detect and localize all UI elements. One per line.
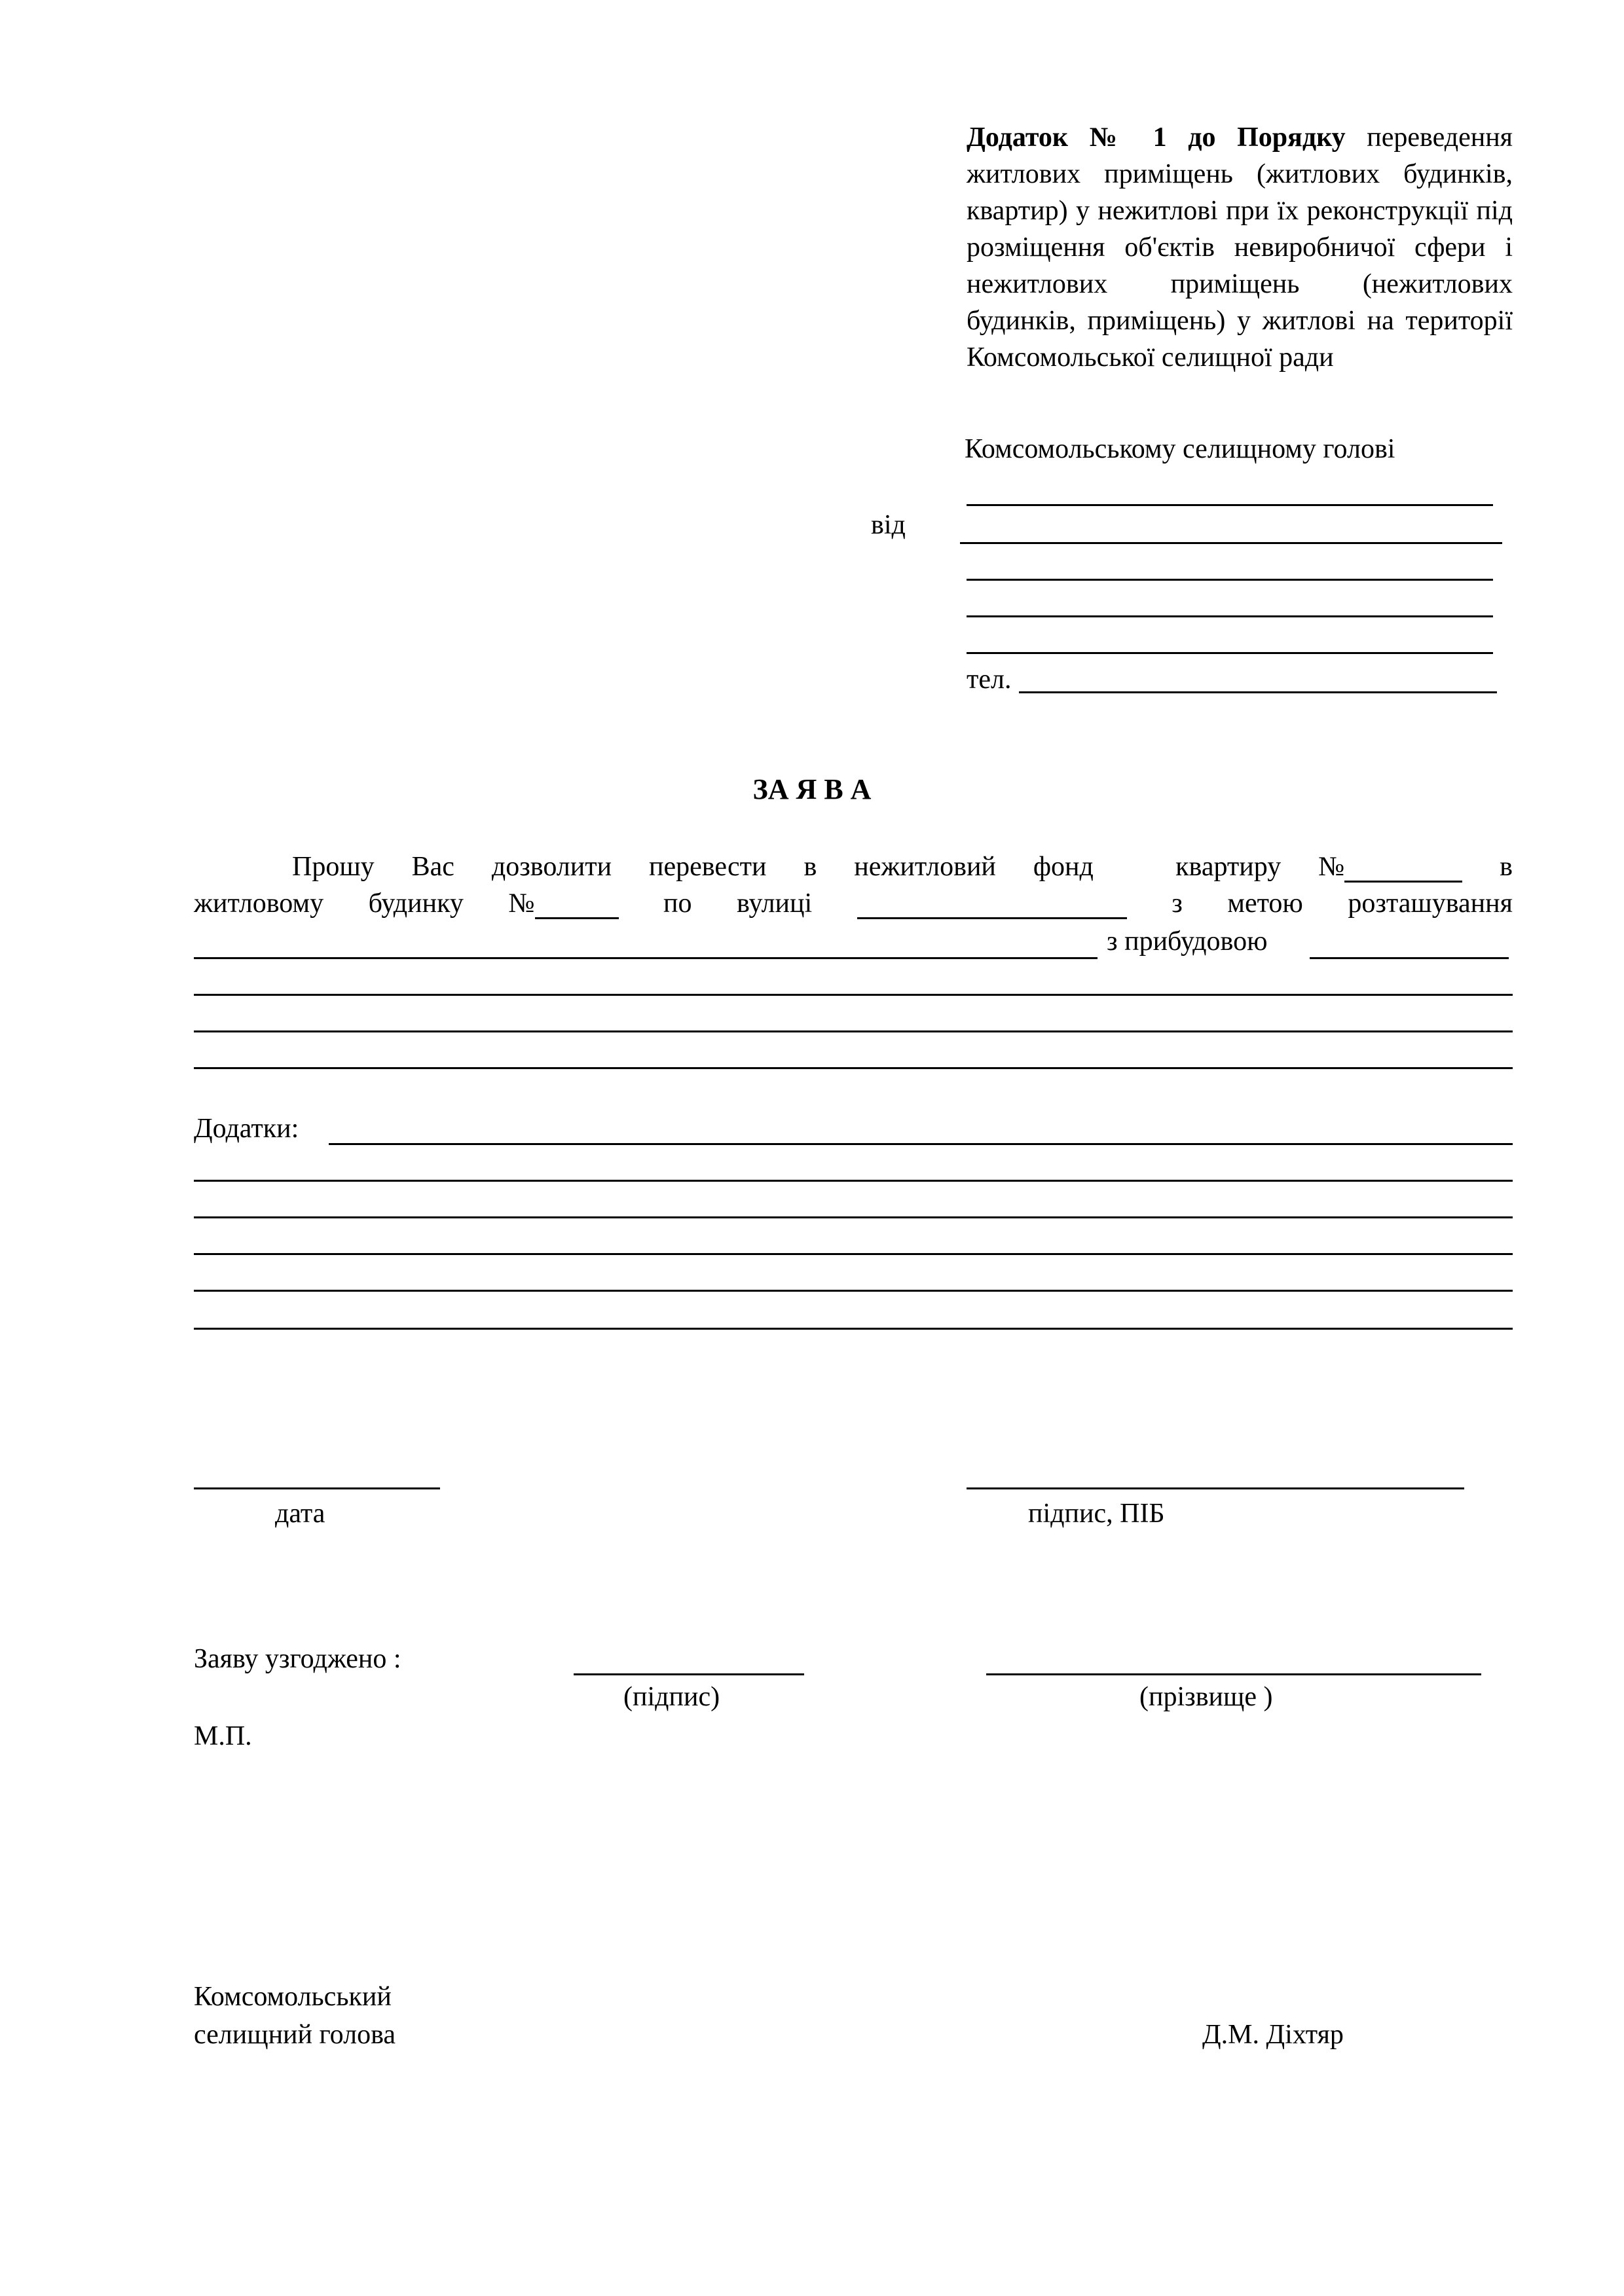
from-line-3[interactable] — [967, 615, 1493, 617]
addressee-name-line[interactable] — [967, 504, 1493, 506]
annex-reference-text: переведення житлових приміщень (житлових будинків, квартир) у нежитлові при їх реконструкції під розміщення об'єктів невиробничої сфери і нежитлових приміщень (нежитлових будинків, приміщень) у житлові на території Комсомольської селищної ради — [967, 122, 1513, 373]
word: в — [1500, 852, 1513, 882]
attachments-line[interactable] — [194, 1253, 1513, 1255]
extension-field[interactable] — [1310, 957, 1509, 959]
body-line-1 — [292, 851, 1513, 883]
word: розташування — [1348, 888, 1513, 919]
attachments-line-1[interactable] — [329, 1143, 1513, 1145]
word: Вас — [411, 852, 454, 882]
attachments-label: Додатки: — [194, 1114, 299, 1144]
body-line[interactable] — [194, 1067, 1513, 1069]
head-position-line-1: Комсомольський — [194, 1982, 392, 2012]
phone-line[interactable] — [1019, 691, 1497, 693]
word: нежитловий — [854, 852, 996, 882]
attachments-line[interactable] — [194, 1216, 1513, 1218]
agreed-signature-field[interactable] — [574, 1673, 804, 1675]
date-field[interactable] — [194, 1487, 440, 1489]
agreed-surname-field[interactable] — [986, 1673, 1481, 1675]
word: дозволити — [491, 852, 612, 882]
attachments-line[interactable] — [194, 1180, 1513, 1182]
apartment-number-field[interactable] — [1344, 858, 1462, 883]
annex-reference — [967, 119, 1513, 376]
agreed-surname-label: (прізвище ) — [1139, 1682, 1273, 1712]
word: по — [663, 888, 692, 919]
signature-name-label: підпис, ПІБ — [1028, 1499, 1165, 1529]
word: житловому — [194, 888, 324, 919]
from-line-4[interactable] — [967, 652, 1493, 654]
body-line-2 — [194, 888, 1513, 919]
word: перевести — [649, 852, 767, 882]
word: з — [1172, 888, 1183, 919]
annex-reference-bold: Додаток № 1 до Порядку — [967, 122, 1346, 153]
date-label: дата — [275, 1499, 325, 1529]
signature-name-field[interactable] — [967, 1487, 1464, 1489]
body-line[interactable] — [194, 1030, 1513, 1032]
from-line-1[interactable] — [960, 542, 1502, 544]
attachments-line[interactable] — [194, 1290, 1513, 1292]
body-line[interactable] — [194, 994, 1513, 996]
phone-label: тел. — [967, 665, 1012, 695]
word: в — [803, 852, 817, 882]
street-field[interactable] — [857, 895, 1127, 919]
head-position-line-2: селищний голова — [194, 2020, 396, 2050]
word: вулиці — [737, 888, 813, 919]
document-title: ЗА Я В А — [752, 773, 872, 805]
word: квартиру — [1175, 852, 1282, 882]
number-sign: № — [1318, 852, 1345, 882]
purpose-field[interactable] — [194, 957, 1098, 959]
attachments-line[interactable] — [194, 1328, 1513, 1330]
addressee-title: Комсомольському селищному голові — [965, 434, 1395, 464]
from-line-2[interactable] — [967, 579, 1493, 581]
agreed-label: Заяву узгоджено : — [194, 1644, 401, 1674]
agreed-signature-label: (підпис) — [623, 1682, 720, 1712]
word: фонд — [1033, 852, 1094, 882]
building-number-field[interactable] — [535, 895, 619, 919]
number-sign: № — [508, 888, 535, 919]
extension-label: з прибудовою — [1107, 926, 1268, 957]
word: Прошу — [292, 852, 375, 882]
word: метою — [1227, 888, 1303, 919]
word: будинку — [368, 888, 464, 919]
stamp-label: М.П. — [194, 1721, 252, 1751]
head-name: Д.М. Діхтяр — [1202, 2020, 1344, 2050]
from-label: від — [871, 510, 906, 540]
